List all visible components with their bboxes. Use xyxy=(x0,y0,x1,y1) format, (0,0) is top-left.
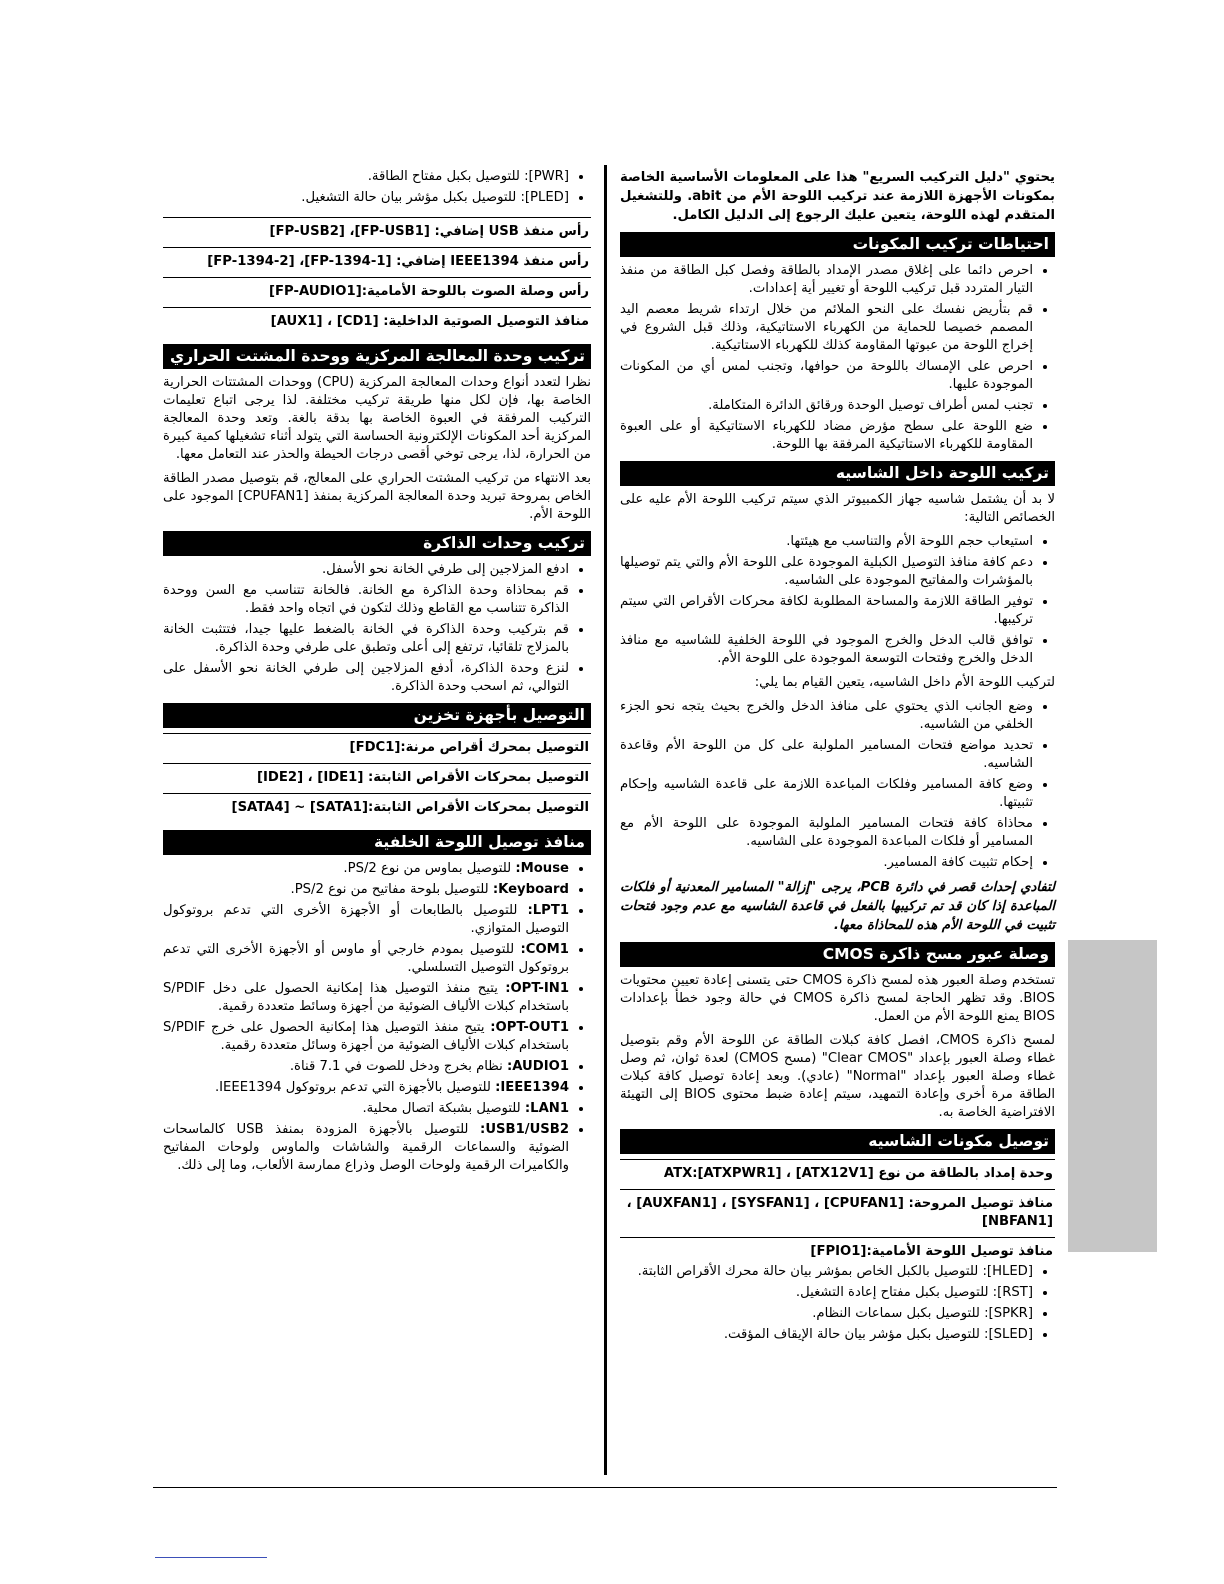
cmos-paragraph-1: تستخدم وصلة العبور هذه لمسح ذاكرة CMOS حتى يتسنى إعادة تعيين محتويات BIOS. وقد تظهر الحاجة لمسح ذاكرة CMOS في حالة وجود خطأ بإعدادات BIOS يمنع اللوحة الأم من العمل. xyxy=(620,973,1055,1024)
item-text: للتوصيل بمودم خارجي أو ماوس أو الأجهزة الأخرى التي تدعم بروتوكول التوصيل التسلسلي. xyxy=(163,942,569,975)
chassis-intro: لا بد أن يشتمل شاسيه جهاز الكمبيوتر الذي سيتم تركيب اللوحة الأم عليه على الخصائص التالية: xyxy=(620,492,1055,525)
item-text: للتوصيل بالأجهزة التي تدعم بروتوكول IEEE1394. xyxy=(214,1080,496,1095)
list-item: • قم بتركيب وحدة الذاكرة في الخانة بالضغط عليها جيدا، فتتثبت الخانة بالمزلاج تلقائيا، ترتفع إلى أعلى وتطبق على طرفي وحدة الذاكرة. xyxy=(163,621,569,657)
list-item: • توافق قالب الدخل والخرج الموجود في اللوحة الخلفية للشاسيه مع منافذ الدخل والخرج وفتحات التوسعة الموجودة على اللوحة الأم. xyxy=(620,632,1033,668)
heading-storage: التوصيل بأجهزة تخزين xyxy=(163,703,591,728)
list-item: • توفير الطاقة اللازمة والمساحة المطلوبة لكافة محركات الأقراص التي سيتم تركيبها. xyxy=(620,593,1033,629)
right-column xyxy=(620,168,1055,1350)
list-item: • قم بتأريض نفسك على النحو الملائم من خلال ارتداء شريط معصم اليد المصمم خصيصا للحماية من الكهرباء الاستاتيكية، وذلك قبل الشروع في إخراج اللوحة من عبوتها المقاومة كذلك للكهرباء الاستاتيكية. xyxy=(620,301,1033,355)
internal-audio-row: منافذ التوصيل الصوتية الداخلية: [CD1] ، [AUX1] xyxy=(270,314,589,329)
item-text: نظام بخرج ودخل للصوت في 7.1 قناة. xyxy=(289,1059,507,1074)
heading-chassis-components: توصيل مكونات الشاسيه xyxy=(620,1129,1055,1154)
list-item: • لنزع وحدة الذاكرة، أدفع المزلاجين إلى طرفي الخانة نحو الأسفل على التوالي، ثم اسحب وحدة الذاكرة. xyxy=(163,660,569,696)
back-panel-list xyxy=(163,860,591,1175)
front-panel-row: منافذ توصيل اللوحة الأمامية:[FPIO1] xyxy=(810,1244,1053,1259)
memory-list xyxy=(163,561,591,696)
list-item xyxy=(163,1079,569,1097)
list-item: • ضع اللوحة على سطح مؤرض مضاد للكهرباء الاستاتيكية أو على العبوة المقاومة للكهرباء الاستاتيكية المرفقة بها اللوحة. xyxy=(620,418,1033,454)
list-item: • محاذاة كافة فتحات المسامير الملولبة الموجودة على اللوحة الأم مع المسامير أو فلكات المباعدة الموجودة على الشاسيه. xyxy=(620,815,1033,851)
ieee1394-header-row: رأس منفذ IEEE1394 إضافي: [FP-1394-1]، [FP-1394-2] xyxy=(163,248,591,278)
item-text: للتوصيل بالأجهزة المزودة بمنفذ USB كالماسحات الضوئية والسماعات الرقمية والشاشات والماوس ولوحات المفاتيح والكاميرات الرقمية ولوحات الوصل وذراع ممارسة الألعاب، وما إلى ذلك. xyxy=(163,1122,569,1173)
list-item: • [SPKR]: للتوصيل بكبل سماعات النظام. xyxy=(620,1305,1033,1323)
item-label: USB1/USB2: xyxy=(480,1122,569,1137)
intro-paragraph: يحتوي "دليل التركيب السريع" هذا على المعلومات الأساسية الخاصة بمكونات الأجهزة اللازمة عند تركيب اللوحة الأم من abit. وللتشغيل المتقدم لهذه اللوحة، يتعين عليك الرجوع إلى الدليل الكامل. xyxy=(620,170,1055,223)
heading-memory: تركيب وحدات الذاكرة xyxy=(163,531,591,556)
footer-mark xyxy=(155,1557,267,1558)
cmos-paragraph-2: لمسح ذاكرة CMOS، افصل كافة كبلات الطاقة عن اللوحة الأم وقم بتوصيل غطاء وصلة العبور بإعداد "Clear CMOS" (مسح CMOS) لعدة ثوان، ثم وصل غطاء وصلة العبور بإعداد "Normal" (عادي). وبعد إعادة توصيل كافة كبلات الطاقة مرة أخرى وإعادة التمهيد، سيتم إعادة ضبط محتوى BIOS إلى التهيئة الافتراضية الخاصة به. xyxy=(620,1033,1056,1120)
power-led-list xyxy=(163,168,591,207)
item-label: COM1: xyxy=(520,942,569,957)
list-item: • إحكام تثبيت كافة المسامير. xyxy=(620,854,1033,872)
list-item: • ادفع المزلاجين إلى طرفي الخانة نحو الأسفل. xyxy=(163,561,569,579)
chassis-steps-intro: لتركيب اللوحة الأم داخل الشاسيه، يتعين القيام بما يلي: xyxy=(754,675,1055,690)
item-label: IEEE1394: xyxy=(495,1080,569,1095)
item-label: Keyboard: xyxy=(492,882,569,897)
column-divider xyxy=(604,165,607,1475)
heading-back-panel: منافذ توصيل اللوحة الخلفية xyxy=(163,830,591,855)
footer-rule xyxy=(153,1487,1057,1488)
heading-chassis: تركيب اللوحة داخل الشاسيه xyxy=(620,461,1055,486)
chassis-requirements-list xyxy=(620,533,1055,668)
list-item xyxy=(163,1100,569,1118)
item-label: LPT1: xyxy=(527,903,569,918)
list-item: • [PLED]: للتوصيل بكبل مؤشر بيان حالة التشغيل. xyxy=(163,189,569,207)
list-item xyxy=(163,941,569,977)
list-item xyxy=(163,1058,569,1076)
list-item: • وضع كافة المسامير وفلكات المباعدة اللازمة على قاعدة الشاسيه وإحكام تثبيتها. xyxy=(620,776,1033,812)
list-item: • احرص على الإمساك باللوحة من حوافها، وتجنب لمس أي من المكونات الموجودة عليها. xyxy=(620,358,1033,394)
item-label: OPT-OUT1: xyxy=(490,1020,569,1035)
cpu-paragraph-1: نظرا لتعدد أنواع وحدات المعالجة المركزية (CPU) ووحدات المشتتات الحرارية الخاصة بها، فإن لكل منها طريقة تركيب مختلفة. لذا يرجى اتباع تعليمات التركيب المرفقة في العبوة الخاصة بها بدقة بالغة. وتعد وحدة المعالجة المركزية أحد المكونات الإلكترونية الحساسة التي يتولد أثناء تشغيلها كمية كبيرة من الحرارة، لذا، يرجى توخي أقصى درجات الحيطة والحذر عند التعامل معها. xyxy=(163,375,591,462)
list-item: • [RST]: للتوصيل بكبل مفتاح إعادة التشغيل. xyxy=(620,1284,1033,1302)
ide-row: التوصيل بمحركات الأقراص الثابتة: [IDE1] ، [IDE2] xyxy=(163,764,591,794)
list-item: • قم بمحاذاة وحدة الذاكرة مع الخانة. فالخانة تتناسب مع السن ووحدة الذاكرة تتناسب مع القاطع وذلك لتكون في اتجاه واحد فقط. xyxy=(163,582,569,618)
item-text: يتيح منفذ التوصيل هذا إمكانية الحصول على دخل S/PDIF باستخدام كبلات الألياف الضوئية من أجهزة وسائط متعددة رقمية. xyxy=(163,981,569,1014)
precautions-list xyxy=(620,262,1055,454)
item-text: يتيح منفذ التوصيل هذا إمكانية الحصول على خرج S/PDIF باستخدام كبلات الألياف الضوئية من أجهزة وسائل متعددة رقمية. xyxy=(163,1020,569,1053)
list-item xyxy=(163,1019,569,1055)
left-column xyxy=(163,168,591,1181)
chassis-steps-list xyxy=(620,698,1055,872)
front-panel-list xyxy=(620,1263,1055,1344)
list-item: • احرص دائما على إغلاق مصدر الإمداد بالطاقة وفصل كبل الطاقة من منفذ التيار المتردد قبل تركيب اللوحة أو تغيير أية إعدادات. xyxy=(620,262,1033,298)
item-label: LAN1: xyxy=(524,1101,569,1116)
item-label: AUDIO1: xyxy=(506,1059,569,1074)
list-item: • وضع الجانب الذي يحتوي على منافذ الدخل والخرج بحيث يتجه نحو الجزء الخلفي من الشاسيه. xyxy=(620,698,1033,734)
sata-row: التوصيل بمحركات الأقراص الثابتة:[SATA1] ~ [SATA4] xyxy=(231,800,589,815)
heading-cmos: وصلة عبور مسح ذاكرة CMOS xyxy=(620,942,1055,967)
item-text: للتوصيل بلوحة مفاتيح من نوع PS/2. xyxy=(290,882,493,897)
usb-header-row: رأس منفذ USB إضافي: [FP-USB1]، [FP-USB2] xyxy=(163,217,591,248)
item-text: للتوصيل بماوس من نوع PS/2. xyxy=(343,861,516,876)
list-item xyxy=(163,902,569,938)
list-item: • دعم كافة منافذ التوصيل الكبلية الموجودة على اللوحة الأم والتي يتم توصيلها بالمؤشرات والمفاتيح الموجودة على الشاسيه. xyxy=(620,554,1033,590)
list-item: • [PWR]: للتوصيل بكبل مفتاح الطاقة. xyxy=(163,168,569,186)
list-item xyxy=(163,881,569,899)
fan-connectors-row: منافذ توصيل المروحة: [CPUFAN1] ، [SYSFAN1] ، [AUXFAN1] ، [NBFAN1] xyxy=(620,1190,1055,1238)
item-text: للتوصيل بشبكة اتصال محلية. xyxy=(362,1101,525,1116)
item-label: Mouse: xyxy=(515,861,569,876)
front-audio-row: رأس وصلة الصوت باللوحة الأمامية:[FP-AUDIO1] xyxy=(163,278,591,308)
heading-precautions: احتياطات تركيب المكونات xyxy=(620,232,1055,257)
heading-cpu: تركيب وحدة المعالجة المركزية ووحدة المشتت الحراري xyxy=(163,344,591,369)
item-text: للتوصيل بالطابعات أو الأجهزة الأخرى التي تدعم بروتوكول التوصيل المتوازي. xyxy=(163,903,569,936)
cpu-paragraph-2: بعد الانتهاء من تركيب المشتت الحراري على المعالج، قم بتوصيل مصدر الطاقة الخاص بمروحة تبريد وحدة المعالجة المركزية بمنفذ [CPUFAN1] الموجود على اللوحة الأم. xyxy=(163,471,591,522)
list-item: • [SLED]: للتوصيل بكبل مؤشر بيان حالة الإيقاف المؤقت. xyxy=(620,1326,1033,1344)
list-item xyxy=(163,980,569,1016)
list-item xyxy=(163,860,569,878)
list-item: • استيعاب حجم اللوحة الأم والتناسب مع هيئتها. xyxy=(620,533,1033,551)
side-thumb-tab xyxy=(1068,940,1157,1252)
item-label: OPT-IN1: xyxy=(505,981,569,996)
list-item: • تحديد مواضع فتحات المسامير الملولبة على كل من اللوحة الأم وقاعدة الشاسيه. xyxy=(620,737,1033,773)
fdd-row: التوصيل بمحرك أقراص مرنة:[FDC1] xyxy=(163,733,591,764)
list-item: • تجنب لمس أطراف توصيل الوحدة ورقائق الدائرة المتكاملة. xyxy=(620,397,1033,415)
atx-power-row: وحدة إمداد بالطاقة من نوع ATX:[ATXPWR1] ، [ATX12V1] xyxy=(620,1159,1055,1190)
list-item: • [HLED]: للتوصيل بالكبل الخاص بمؤشر بيان حالة محرك الأقراص الثابتة. xyxy=(620,1263,1033,1281)
list-item xyxy=(163,1121,569,1175)
warning-note: لتفادي إحداث قصر في دائرة PCB، يرجى "إزالة" المسامير المعدنية أو فلكات المباعدة إذا كان قد تم تركيبها بالفعل في قاعدة الشاسيه مع عدم وجود فتحات تثبيت في اللوحة الأم هذه للمحاذاة معها. xyxy=(620,880,1055,933)
